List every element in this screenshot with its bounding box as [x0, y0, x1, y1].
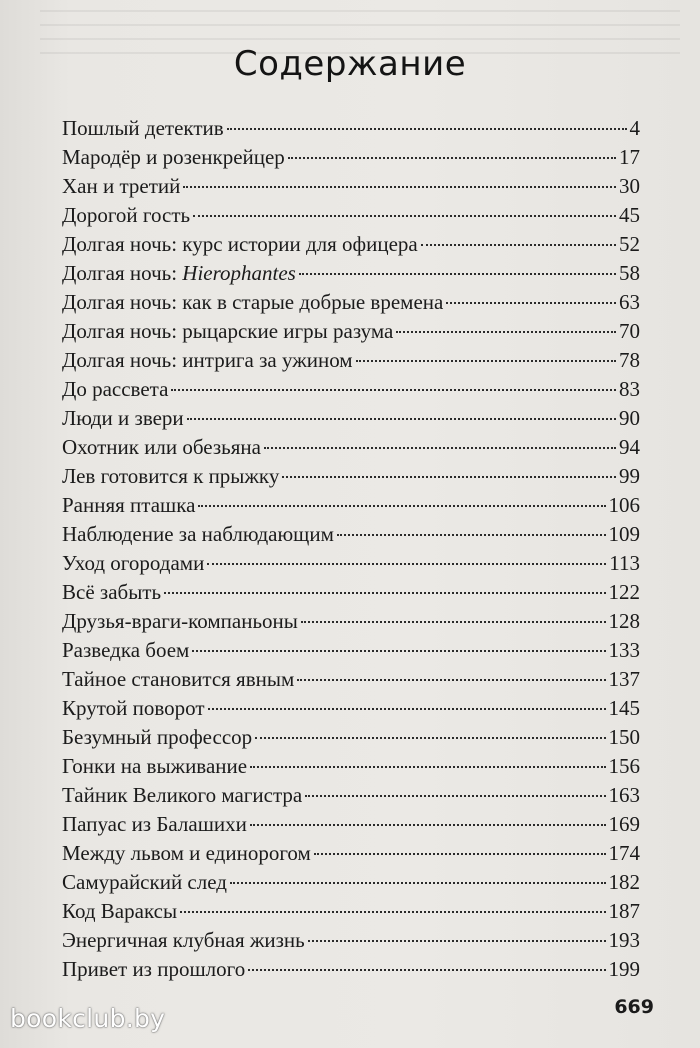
toc-entry-page: 133	[608, 638, 640, 662]
dot-leader	[299, 273, 616, 275]
toc-entry-title-text: Наблюдение за наблюдающим	[62, 522, 334, 546]
toc-entry-page: 199	[608, 957, 640, 981]
dot-leader	[207, 563, 606, 565]
toc-entry-title-text: До рассвета	[62, 377, 169, 401]
dot-leader	[264, 447, 616, 449]
toc-entry-page: 113	[609, 551, 640, 575]
dot-leader	[198, 505, 605, 507]
dot-leader	[421, 244, 616, 246]
toc-entry-title	[62, 897, 177, 926]
toc-entry-page: 128	[608, 609, 640, 633]
toc-entry-title	[62, 665, 294, 694]
dot-leader	[305, 795, 605, 797]
toc-entry-title	[62, 404, 184, 433]
toc-entry-page: 4	[629, 116, 640, 140]
dot-leader	[180, 911, 605, 913]
page-number: 669	[614, 996, 654, 1018]
dot-leader	[248, 969, 605, 971]
toc-entry-title-text: Разведка боем	[62, 638, 190, 662]
toc-entry-title-text: Папуас из Балашихи	[62, 812, 247, 836]
toc-entry-title	[62, 578, 161, 607]
dot-leader	[396, 331, 616, 333]
toc-entry	[62, 752, 640, 781]
toc-entry-title-text: Привет из прошлого	[62, 957, 246, 981]
toc-entry-title-text: Тайное становится явным	[62, 667, 295, 691]
dot-leader	[193, 215, 616, 217]
dot-leader	[282, 476, 616, 478]
toc-entry-title	[62, 520, 334, 549]
toc-entry	[62, 694, 640, 723]
dot-leader	[208, 708, 606, 710]
toc-entry-page: 169	[608, 812, 640, 836]
toc-entry-page: 90	[619, 406, 640, 430]
dot-leader	[250, 766, 605, 768]
toc-entry	[62, 578, 640, 607]
toc-entry-title-text: Мародёр и розенкрейцер	[62, 145, 285, 169]
dot-leader	[308, 940, 606, 942]
toc-entry-title-text: Долгая ночь:	[62, 261, 183, 285]
toc-entry-title-text: Гонки на выживание	[62, 754, 248, 778]
toc-entry-title-text: Хан и третий	[62, 174, 181, 198]
toc-entry-title	[62, 433, 261, 462]
toc-entry	[62, 230, 640, 259]
toc-entry-title	[62, 694, 205, 723]
toc-entry-page: 70	[619, 319, 640, 343]
toc-entry-title-text: Долгая ночь: курс истории для офицера	[62, 232, 418, 256]
toc-entry-title	[62, 868, 227, 897]
toc-entry-page: 99	[619, 464, 640, 488]
dot-leader	[187, 418, 616, 420]
toc-entry-page: 17	[619, 145, 640, 169]
toc-entry	[62, 520, 640, 549]
toc-entry-title-text: Тайник Великого магистра	[62, 783, 303, 807]
toc-entry	[62, 781, 640, 810]
toc-entry-title	[62, 288, 443, 317]
toc-entry-page: 174	[608, 841, 640, 865]
toc-entry-title-text: Уход огородами	[62, 551, 205, 575]
toc-entry-title	[62, 259, 296, 288]
toc-entry-title	[62, 230, 418, 259]
toc-entry-title	[62, 926, 305, 955]
toc-entry-title	[62, 607, 298, 636]
toc-entry	[62, 404, 640, 433]
toc-entry	[62, 143, 640, 172]
page-title: Содержание	[233, 44, 467, 84]
toc-entry	[62, 114, 640, 143]
toc-entry	[62, 288, 640, 317]
table-of-contents	[62, 114, 640, 984]
toc-entry-title-text: Ранняя пташка	[62, 493, 196, 517]
toc-entry-page: 193	[608, 928, 640, 952]
toc-entry	[62, 868, 640, 897]
dot-leader	[337, 534, 606, 536]
toc-entry	[62, 897, 640, 926]
dot-leader	[192, 650, 605, 652]
toc-entry-page: 163	[608, 783, 640, 807]
toc-entry-title	[62, 752, 247, 781]
toc-entry-title-text: Долгая ночь: рыцарские игры разума	[62, 319, 394, 343]
toc-entry-title-text: Энергичная клубная жизнь	[62, 928, 305, 952]
toc-entry-title	[62, 317, 393, 346]
toc-entry-title-text: Друзья-враги-компаньоны	[62, 609, 298, 633]
toc-entry-title	[62, 781, 302, 810]
toc-entry-title	[62, 549, 204, 578]
dot-leader	[301, 621, 606, 623]
toc-entry	[62, 462, 640, 491]
dot-leader	[255, 737, 605, 739]
toc-entry-page: 150	[608, 725, 640, 749]
toc-entry	[62, 433, 640, 462]
toc-entry-title-text: Всё забыть	[62, 580, 162, 604]
toc-entry-page: 63	[619, 290, 640, 314]
toc-entry-title	[62, 810, 247, 839]
toc-entry	[62, 926, 640, 955]
toc-entry-page: 182	[608, 870, 640, 894]
toc-entry-title-italic: Hierophantes	[182, 261, 296, 285]
dot-leader	[171, 389, 616, 391]
toc-entry-page: 106	[608, 493, 640, 517]
watermark-logo: bookclub.by	[10, 1004, 166, 1033]
toc-entry-title-text: Безумный профессор	[62, 725, 253, 749]
toc-entry-page: 137	[608, 667, 640, 691]
toc-entry-title	[62, 723, 252, 752]
toc-entry-page: 45	[619, 203, 640, 227]
toc-entry-page: 78	[619, 348, 640, 372]
toc-entry-page: 30	[619, 174, 640, 198]
toc-entry-page: 145	[608, 696, 640, 720]
toc-entry-title	[62, 462, 279, 491]
toc-entry-title	[62, 839, 311, 868]
toc-entry-page: 122	[608, 580, 640, 604]
dot-leader	[183, 186, 616, 188]
toc-entry-title-text: Код Вараксы	[62, 899, 178, 923]
toc-entry-title-text: Крутой поворот	[62, 696, 205, 720]
dot-leader	[288, 157, 616, 159]
dot-leader	[164, 592, 605, 594]
toc-entry-title-text: Охотник или обезьяна	[62, 435, 261, 459]
dot-leader	[250, 824, 606, 826]
toc-entry-page: 94	[619, 435, 640, 459]
toc-entry-title-text: Долгая ночь: как в старые добрые времена	[62, 290, 444, 314]
toc-entry	[62, 172, 640, 201]
toc-entry-title-text: Дорогой гость	[62, 203, 191, 227]
toc-entry	[62, 636, 640, 665]
toc-entry-title	[62, 346, 353, 375]
toc-entry	[62, 201, 640, 230]
toc-entry	[62, 839, 640, 868]
toc-entry-title	[62, 491, 195, 520]
toc-entry-title	[62, 114, 224, 143]
toc-entry-title	[62, 143, 285, 172]
toc-entry-title	[62, 172, 180, 201]
toc-entry-page: 156	[608, 754, 640, 778]
toc-entry-title-text: Долгая ночь: интрига за ужином	[62, 348, 353, 372]
toc-entry-title	[62, 375, 168, 404]
toc-entry	[62, 607, 640, 636]
toc-entry-title-text: Самурайский след	[62, 870, 227, 894]
dot-leader	[314, 853, 606, 855]
toc-entry-page: 58	[619, 261, 640, 285]
toc-entry	[62, 375, 640, 404]
toc-entry-title-text: Пошлый детектив	[62, 116, 224, 140]
toc-entry	[62, 665, 640, 694]
toc-entry	[62, 723, 640, 752]
toc-entry	[62, 346, 640, 375]
toc-entry-page: 187	[608, 899, 640, 923]
toc-entry-page: 83	[619, 377, 640, 401]
toc-entry-title	[62, 636, 189, 665]
toc-entry-title-text: Между львом и единорогом	[62, 841, 311, 865]
dot-leader	[230, 882, 606, 884]
toc-entry-page: 109	[608, 522, 640, 546]
dot-leader	[297, 679, 605, 681]
toc-entry-title	[62, 201, 190, 230]
toc-entry-page: 52	[619, 232, 640, 256]
toc-entry	[62, 317, 640, 346]
dot-leader	[356, 360, 616, 362]
toc-entry	[62, 549, 640, 578]
toc-entry	[62, 955, 640, 984]
toc-entry-title-text: Люди и звери	[62, 406, 184, 430]
dot-leader	[446, 302, 616, 304]
toc-entry-title-text: Лев готовится к прыжку	[62, 464, 280, 488]
dot-leader	[227, 128, 627, 130]
toc-entry	[62, 491, 640, 520]
toc-entry-title	[62, 955, 245, 984]
toc-entry	[62, 810, 640, 839]
toc-entry	[62, 259, 640, 288]
